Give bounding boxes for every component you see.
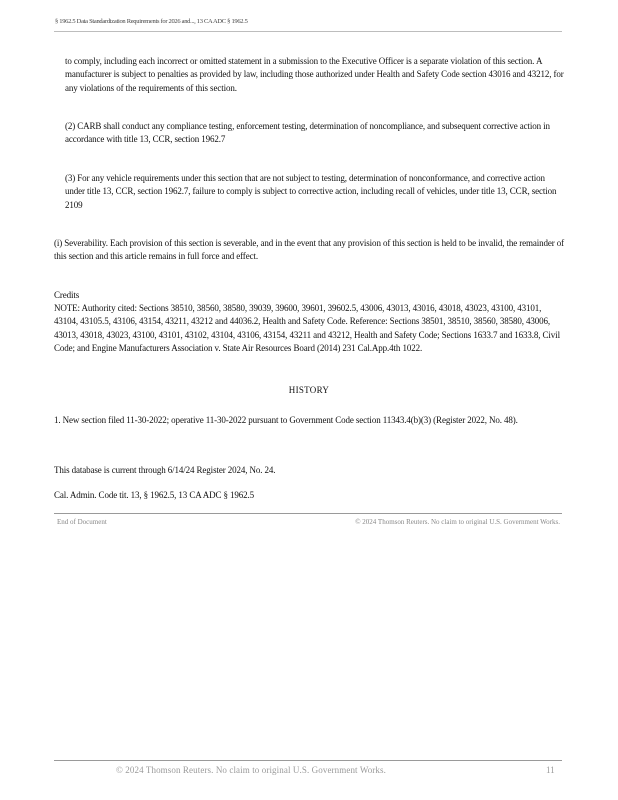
credits-label: Credits <box>54 290 80 300</box>
credits-note: NOTE: Authority cited: Sections 38510, 38560, 38580, 39039, 39600, 39601, 39602.5, 43006, 43013, 43016, 43018, 43023, 43100, 43101, 43104, 43105.5, 43106, 43154, 43211, 43212 and 44036.2, Health and Safety Code. Reference: Sections 38501, 38510, 38560, 38580, 43006, 43013, 43018, 43023, 43100, 43101, 43102, 43104, 43106, 43154, 43211 and 43212, Health and Safety Code; Sections 1633.7 and 1633.8, Civil Code; and Engine Manufacturers Association v. State Air Resources Board (2014) 231 Cal.App.4th 1022. <box>54 303 560 354</box>
database-currency-note: This database is current through 6/14/24 Register 2024, No. 24. <box>54 465 276 475</box>
page-number: 11 <box>546 765 555 775</box>
footer-divider <box>54 760 562 761</box>
history-item: 1. New section filed 11-30-2022; operative 11-30-2022 pursuant to Government Code section 11343.4(b)(3) (Register 2022, No. 48). <box>54 415 518 425</box>
paragraph-comply: to comply, including each incorrect or omitted statement in a submission to the Executive Officer is a separate violation of this section. A manufacturer is subject to penalties as provided by law, including those authorized under Health and Safety Code section 43016 and 43212, for any violations of the requirements of this section. <box>65 56 564 93</box>
paragraph-3-corrective-action: (3) For any vehicle requirements under this section that are not subject to testing, determination of nonconformance, and corrective action under title 13, CCR, section 1962.7, failure to comply is subject to corrective action, including recall of vehicles, under title 13, CCR, section 2109 <box>65 173 557 210</box>
paragraph-i-severability: (i) Severability. Each provision of this section is severable, and in the event that any provision of this section is held to be invalid, the remainder of this section and this article remains in full force and effect. <box>54 238 565 262</box>
paragraph-2-compliance-testing: (2) CARB shall conduct any compliance testing, enforcement testing, determination of noncompliance, and subsequent corrective action in accordance with title 13, CCR, section 1962.7 <box>65 121 550 145</box>
history-heading: HISTORY <box>288 385 330 395</box>
end-of-document-label: End of Document <box>57 518 107 526</box>
end-of-document-copyright: © 2024 Thomson Reuters. No claim to original U.S. Government Works. <box>355 518 560 526</box>
header-divider <box>54 31 562 32</box>
end-of-document-divider <box>54 513 562 514</box>
citation: Cal. Admin. Code tit. 13, § 1962.5, 13 CA ADC § 1962.5 <box>54 490 255 500</box>
footer-copyright: © 2024 Thomson Reuters. No claim to original U.S. Government Works. <box>116 765 386 775</box>
running-header: § 1962.5 Data Standardization Requirements for 2026 and..., 13 CA ADC § 1962.5 <box>55 18 248 25</box>
